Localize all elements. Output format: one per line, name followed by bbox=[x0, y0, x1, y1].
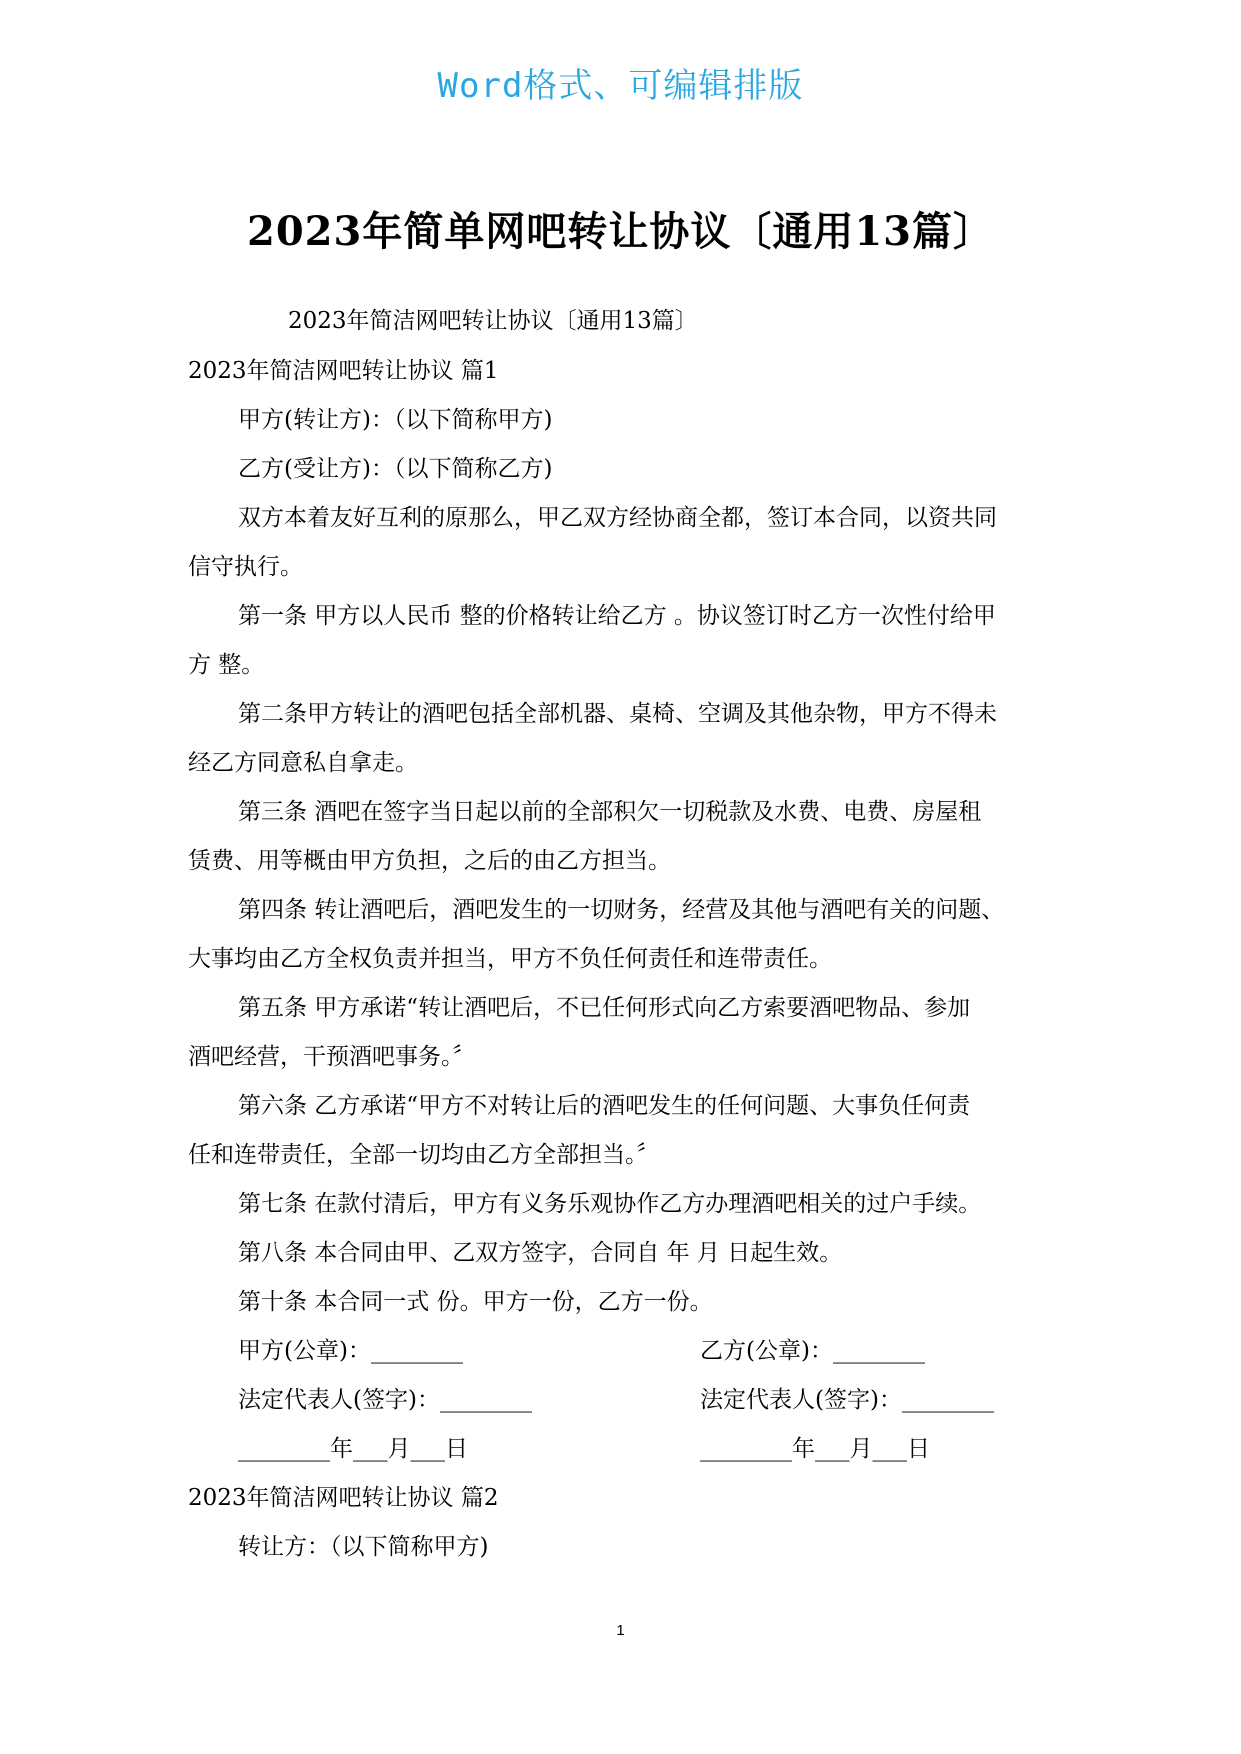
party-b-date-line: ________年___月___日 bbox=[700, 1436, 930, 1462]
header-banner: Word格式、可编辑排版 bbox=[437, 66, 804, 106]
article-1-line-1: 第一条 甲方以人民币 整的价格转让给乙方 。协议签订时乙方一次性付给甲 bbox=[238, 603, 996, 629]
transferor-line: 转让方：（以下简称甲方) bbox=[238, 1534, 489, 1560]
party-b-line: 乙方(受让方)：（以下简称乙方) bbox=[238, 456, 553, 482]
article-6-line-2: 任和连带责任，全部一切均由乙方全部担当。〞 bbox=[188, 1142, 660, 1168]
intro-paragraph-line-2: 信守执行。 bbox=[188, 554, 303, 580]
party-a-line: 甲方(转让方)：（以下简称甲方) bbox=[238, 407, 553, 433]
article-7-line: 第七条 在款付清后，甲方有义务乐观协作乙方办理酒吧相关的过户手续。 bbox=[238, 1191, 982, 1217]
section-1-heading: 2023年简洁网吧转让协议 篇1 bbox=[188, 358, 499, 384]
article-4-line-1: 第四条 转让酒吧后，酒吧发生的一切财务，经营及其他与酒吧有关的问题、 bbox=[238, 897, 1005, 923]
party-b-seal-line: 乙方(公章)：________ bbox=[700, 1338, 925, 1364]
article-6-line-1: 第六条 乙方承诺“甲方不对转让后的酒吧发生的任何问题、大事负任何责 bbox=[238, 1093, 971, 1119]
party-a-representative-line: 法定代表人(签字)：________ bbox=[238, 1387, 532, 1413]
page-number: 1 bbox=[616, 1622, 625, 1639]
document-subtitle: 2023年简洁网吧转让协议〔通用13篇〕 bbox=[288, 308, 698, 334]
party-a-date-line: ________年___月___日 bbox=[238, 1436, 468, 1462]
article-4-line-2: 大事均由乙方全权负责并担当，甲方不负任何责任和连带责任。 bbox=[188, 946, 832, 972]
article-5-line-2: 酒吧经营，干预酒吧事务。〞 bbox=[188, 1044, 476, 1070]
section-2-heading: 2023年简洁网吧转让协议 篇2 bbox=[188, 1485, 499, 1511]
article-5-line-1: 第五条 甲方承诺“转让酒吧后，不已任何形式向乙方索要酒吧物品、参加 bbox=[238, 995, 971, 1021]
intro-paragraph-line-1: 双方本着友好互利的原那么，甲乙双方经协商全都，签订本合同，以资共同 bbox=[238, 505, 997, 531]
article-3-line-1: 第三条 酒吧在签字当日起以前的全部积欠一切税款及水费、电费、房屋租 bbox=[238, 799, 982, 825]
article-10-line: 第十条 本合同一式 份。甲方一份，乙方一份。 bbox=[238, 1289, 713, 1315]
article-1-line-2: 方 整。 bbox=[188, 652, 265, 678]
article-2-line-1: 第二条甲方转让的酒吧包括全部机器、桌椅、空调及其他杂物，甲方不得未 bbox=[238, 701, 997, 727]
article-3-line-2: 赁费、用等概由甲方负担，之后的由乙方担当。 bbox=[188, 848, 671, 874]
document-title: 2023年简单网吧转让协议〔通用13篇〕 bbox=[247, 208, 994, 255]
party-b-representative-line: 法定代表人(签字)：________ bbox=[700, 1387, 994, 1413]
article-8-line: 第八条 本合同由甲、乙双方签字，合同自 年 月 日起生效。 bbox=[238, 1240, 843, 1266]
party-a-seal-line: 甲方(公章)：________ bbox=[238, 1338, 463, 1364]
article-2-line-2: 经乙方同意私自拿走。 bbox=[188, 750, 418, 776]
